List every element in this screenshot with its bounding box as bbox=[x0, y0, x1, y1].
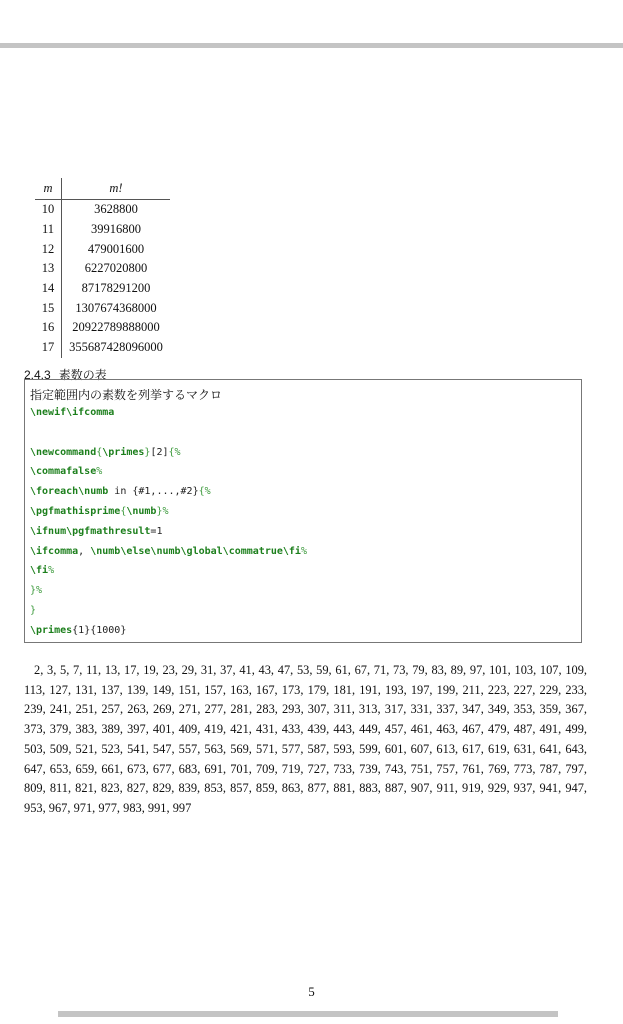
code-token: \numb\else\numb\global\commatrue\fi bbox=[90, 545, 301, 557]
code-token: { bbox=[120, 506, 127, 517]
cell-m: 16 bbox=[35, 318, 62, 338]
code-line bbox=[30, 506, 169, 517]
top-scrollbar bbox=[0, 43, 623, 48]
bottom-scrollbar[interactable] bbox=[58, 1011, 558, 1017]
code-token: [2] bbox=[150, 446, 169, 458]
cell-factorial: 355687428096000 bbox=[69, 340, 163, 355]
code-token: }% bbox=[156, 506, 169, 517]
prime-list: 2, 3, 5, 7, 11, 13, 17, 19, 23, 29, 31, 37, 41, 43, 47, 53, 59, 61, 67, 71, 73, 79, 83, 89, 97, 101, 103, 107, 109, 113, 127, 131, 137, 139, 149, 151, 157, 163, 167, 173, 179, 181, 191, 193, 197, 199, 211, 223, 227, 229, 233, 239, 241, 251, 257, 263, 269, 271, 277, 281, 283, 293, 307, 311, 313, 317, 331, 337, 347, 349, 353, 359, 367, 373, 379, 383, 389, 397, 401, 409, 419, 421, 431, 433, 439, 443, 449, 457, 461, 463, 467, 479, 487, 491, 499, 503, 509, 521, 523, 541, 547, 557, 563, 569, 571, 577, 587, 593, 599, 601, 607, 613, 617, 619, 631, 641, 643, 647, 653, 659, 661, 673, 677, 683, 691, 701, 709, 719, 727, 733, 739, 743, 751, 757, 761, 769, 773, 787, 797, 809, 811, 821, 823, 827, 829, 839, 853, 857, 859, 863, 877, 881, 883, 887, 907, 911, 919, 929, 937, 941, 947, 953, 967, 971, 977, 983, 991, 997 bbox=[24, 663, 587, 815]
cell-m: 15 bbox=[35, 298, 62, 318]
table-header-row bbox=[35, 178, 170, 200]
cell-factorial: 87178291200 bbox=[81, 281, 151, 296]
code-token: }% bbox=[30, 585, 43, 597]
table-row bbox=[35, 318, 170, 338]
code-token: % bbox=[96, 466, 103, 478]
code-token: \primes bbox=[102, 446, 145, 458]
code-line bbox=[30, 407, 114, 418]
table-row bbox=[35, 200, 170, 220]
table-row bbox=[35, 338, 170, 358]
code-listing bbox=[24, 379, 582, 643]
code-token: } bbox=[30, 605, 37, 616]
code-token: \ifnum\pgfmathresult bbox=[30, 525, 151, 537]
factorial-table bbox=[35, 178, 170, 358]
cell-m: 11 bbox=[35, 220, 62, 240]
code-token: {% bbox=[168, 446, 181, 458]
cell-factorial: 479001600 bbox=[87, 241, 145, 256]
code-token: \commafalse bbox=[30, 466, 97, 478]
section-number: 2.4.3 bbox=[24, 368, 51, 382]
code-line bbox=[30, 565, 54, 576]
page-number: 5 bbox=[308, 984, 315, 999]
cell-m: 10 bbox=[35, 200, 62, 220]
code-token: % bbox=[300, 545, 307, 557]
code-token: \fi bbox=[30, 565, 49, 577]
table-row bbox=[35, 220, 170, 240]
cell-factorial: 1307674368000 bbox=[75, 300, 157, 315]
code-token: \pgfmathisprime bbox=[30, 506, 121, 517]
cell-factorial: 6227020800 bbox=[84, 261, 148, 276]
code-token: in {#1,...,#2} bbox=[108, 486, 199, 498]
code-token: \newcommand bbox=[30, 446, 97, 458]
code-token: \foreach\numb bbox=[30, 486, 109, 498]
cell-m: 14 bbox=[35, 279, 62, 299]
cell-m: 17 bbox=[35, 338, 62, 358]
code-token: \newif\ifcomma bbox=[30, 407, 115, 418]
code-line bbox=[30, 526, 162, 537]
code-token: % bbox=[48, 565, 55, 577]
code-token: , bbox=[78, 545, 91, 557]
header-factorial: m! bbox=[62, 178, 171, 200]
code-token: { bbox=[96, 446, 103, 458]
table-body bbox=[35, 200, 170, 358]
code-line bbox=[30, 605, 36, 616]
code-token: \numb bbox=[126, 506, 157, 517]
code-token: \ifcomma bbox=[30, 545, 79, 557]
table-row bbox=[35, 298, 170, 318]
code-line bbox=[30, 486, 211, 497]
code-token: =1 bbox=[150, 525, 163, 537]
cell-factorial: 20922789888000 bbox=[72, 320, 160, 335]
code-line bbox=[30, 447, 181, 458]
code-line bbox=[30, 585, 42, 596]
code-token: {% bbox=[198, 486, 211, 498]
section-title: 素数の表 bbox=[58, 368, 107, 382]
code-line bbox=[30, 546, 307, 557]
code-token: \primes bbox=[30, 624, 73, 636]
cell-m: 13 bbox=[35, 259, 62, 279]
header-m: m bbox=[35, 178, 62, 200]
table-row bbox=[35, 279, 170, 299]
cell-factorial: 39916800 bbox=[91, 222, 141, 237]
listing-caption: 指定範囲内の素数を列挙するマクロ bbox=[30, 388, 223, 402]
code-line bbox=[30, 625, 126, 636]
table-row bbox=[35, 259, 170, 279]
code-token: {1}{1000} bbox=[72, 624, 127, 636]
table-row bbox=[35, 239, 170, 259]
cell-factorial: 3628800 bbox=[94, 202, 138, 217]
code-line bbox=[30, 466, 102, 477]
cell-m: 12 bbox=[35, 239, 62, 259]
code-token: } bbox=[144, 446, 151, 458]
